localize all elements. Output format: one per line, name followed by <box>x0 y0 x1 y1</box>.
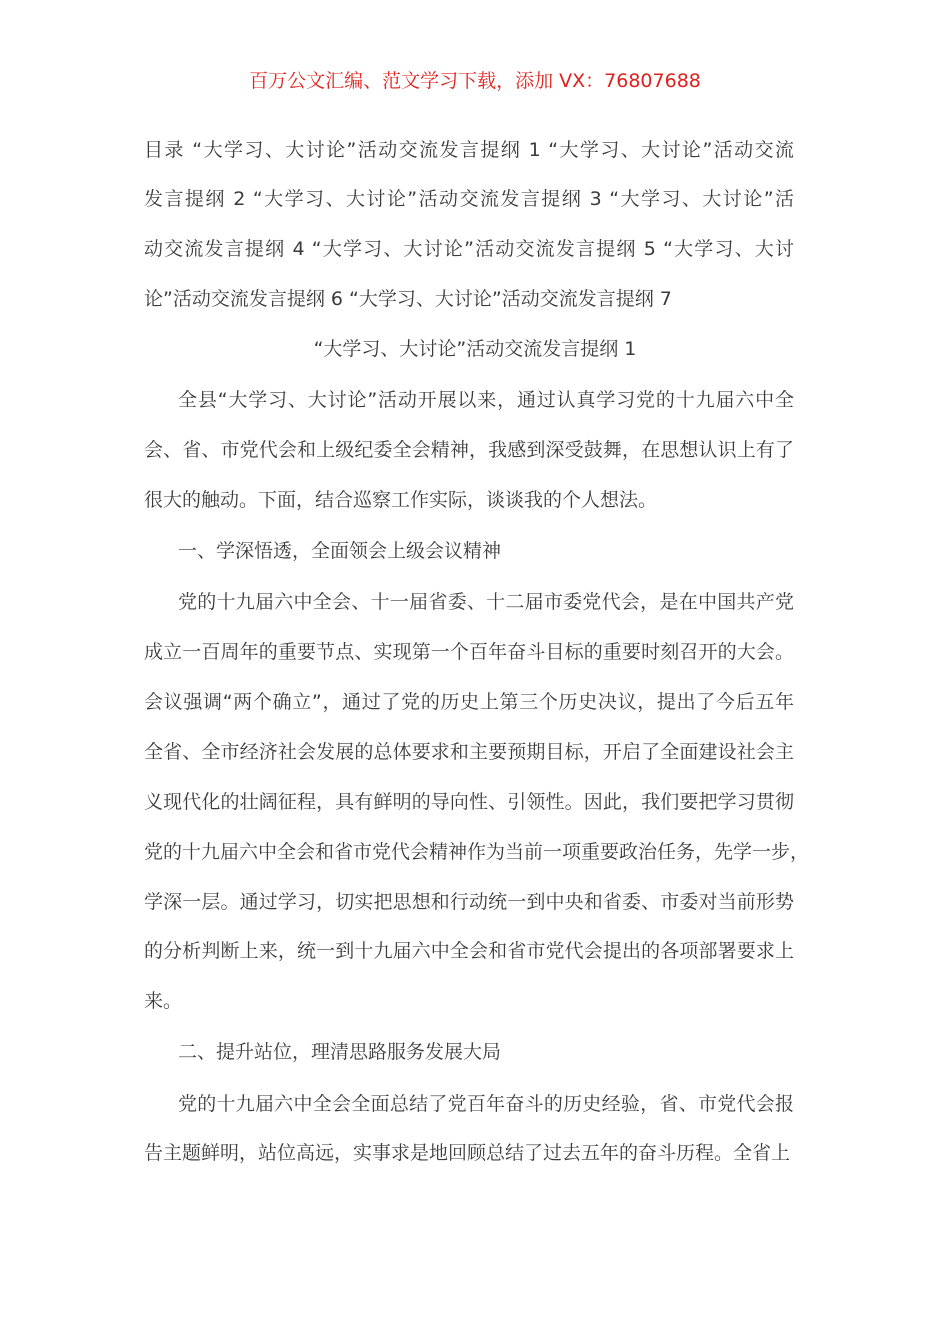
section-title: “大学习、大讨论”活动交流发言提纲 1 <box>313 338 637 360</box>
paragraph-line: 的分析判断上来，统一到十九届六中全会和省市党代会提出的各项部署要求上 <box>144 940 794 962</box>
paragraph-line: 来。 <box>144 990 183 1012</box>
paragraph-line: 会、省、市党代会和上级纪委全会精神，我感到深受鼓舞，在思想认识上有了 <box>144 439 794 461</box>
paragraph-line: 义现代化的壮阔征程，具有鲜明的导向性、引领性。因此，我们要把学习贯彻 <box>144 791 794 813</box>
paragraph-line: 党的十九届六中全会和省市党代会精神作为当前一项重要政治任务，先学一步， <box>144 841 810 863</box>
paragraph-line: 会议强调“两个确立”，通过了党的历史上第三个历史决议，提出了今后五年 <box>144 691 794 713</box>
paragraph-line: 成立一百周年的重要节点、实现第一个百年奋斗目标的重要时刻召开的大会。 <box>144 641 794 663</box>
heading-line: 二、提升站位，理清思路服务发展大局 <box>178 1041 502 1063</box>
paragraph-line: 全县“大学习、大讨论”活动开展以来，通过认真学习党的十九届六中全 <box>178 389 794 411</box>
paragraph-line: 全省、全市经济社会发展的总体要求和主要预期目标，开启了全面建设社会主 <box>144 741 794 763</box>
watermark-header: 百万公文汇编、范文学习下载，添加 VX：76807688 <box>249 70 701 92</box>
paragraph-line: 很大的触动。下面，结合巡察工作实际，谈谈我的个人想法。 <box>144 489 658 511</box>
toc-line: 动交流发言提纲 4 “大学习、大讨论”活动交流发言提纲 5 “大学习、大讨 <box>144 238 794 260</box>
toc-line: 发言提纲 2 “大学习、大讨论”活动交流发言提纲 3 “大学习、大讨论”活 <box>144 188 794 210</box>
paragraph-line: 党的十九届六中全会全面总结了党百年奋斗的历史经验，省、市党代会报 <box>178 1093 794 1115</box>
toc-line: 论”活动交流发言提纲 6 “大学习、大讨论”活动交流发言提纲 7 <box>144 288 672 310</box>
paragraph-line: 告主题鲜明，站位高远，实事求是地回顾总结了过去五年的奋斗历程。全省上 <box>144 1142 791 1164</box>
toc-line: 目录 “大学习、大讨论”活动交流发言提纲 1 “大学习、大讨论”活动交流 <box>144 139 794 161</box>
paragraph-line: 学深一层。通过学习，切实把思想和行动统一到中央和省委、市委对当前形势 <box>144 891 794 913</box>
paragraph-line: 党的十九届六中全会、十一届省委、十二届市委党代会，是在中国共产党 <box>178 591 794 613</box>
heading-line: 一、学深悟透，全面领会上级会议精神 <box>178 540 502 562</box>
